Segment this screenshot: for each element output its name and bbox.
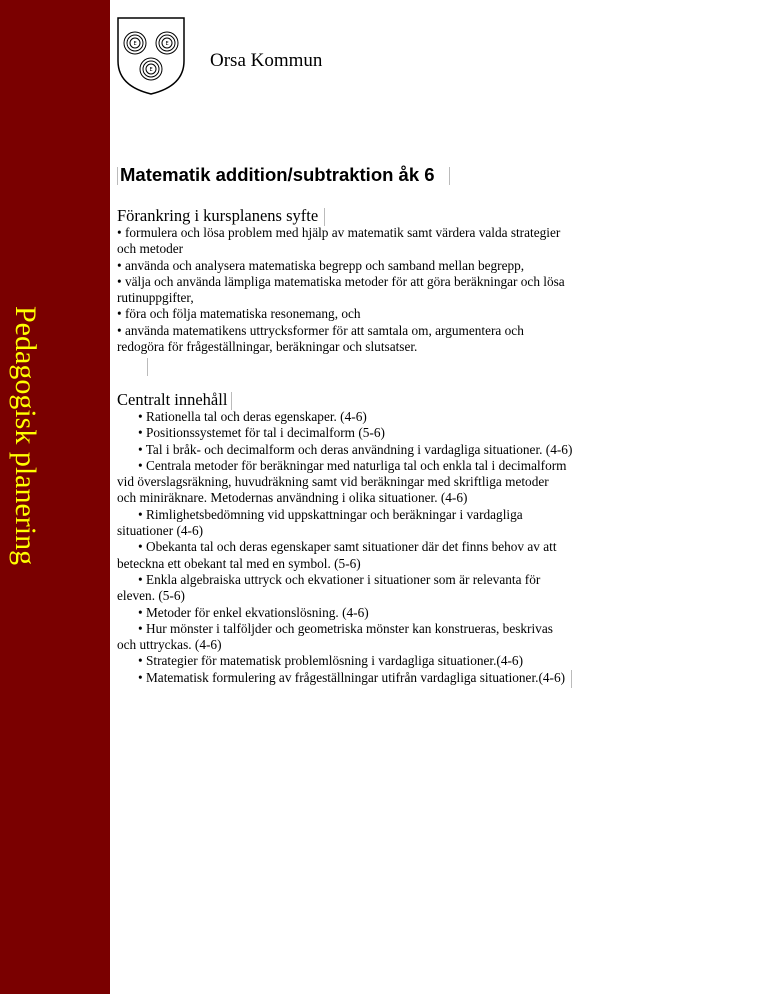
content-line: situationer (4-6) <box>117 523 204 539</box>
svg-text:E: E <box>149 67 153 73</box>
content-line: • Centrala metoder för beräkningar med naturliga tal och enkla tal i decimalform <box>138 457 567 473</box>
content-line: • Obekanta tal och deras egenskaper samt situationer där det finns behov av att <box>138 539 557 555</box>
sidebar-label: Pedagogisk planering <box>9 306 42 566</box>
content-line: • Tal i bråk- och decimalform och deras användning i vardagliga situationer. (4-6) <box>138 441 573 457</box>
content-line: eleven. (5-6) <box>117 588 185 604</box>
content-line: • Enkla algebraiska uttryck och ekvationer i situationer som är relevanta för <box>138 571 541 587</box>
content-line: beteckna ett obekant tal med en symbol. (5-6) <box>117 555 361 571</box>
content-line: • Rationella tal och deras egenskaper. (4-6) <box>138 409 367 424</box>
purpose-line: rutinuppgifter, <box>117 290 194 306</box>
purpose-line: och metoder <box>117 241 184 257</box>
document-title <box>117 164 450 186</box>
content-line: • Metoder för enkel ekvationslösning. (4-6) <box>138 604 369 620</box>
format-mark <box>231 392 232 410</box>
content-line: • Strategier för matematisk problemlösning i vardagliga situationer.(4-6) <box>138 653 523 669</box>
content-heading <box>117 390 232 410</box>
format-mark <box>147 358 148 376</box>
document-title-text: Matematik addition/subtraktion åk 6 <box>120 164 435 185</box>
format-mark <box>324 208 325 226</box>
content-line: och uttryckas. (4-6) <box>117 637 222 653</box>
svg-text:E: E <box>133 41 137 47</box>
content-line: • Rimlighetsbedömning vid uppskattningar och beräkningar i vardagliga <box>138 506 523 522</box>
purpose-line: • använda och analysera matematiska begrepp och samband mellan begrepp, <box>117 257 525 273</box>
purpose-line: • välja och använda lämpliga matematiska metoder för att göra beräkningar och lösa <box>117 273 565 289</box>
format-mark <box>571 670 572 688</box>
content-line: • Positionssystemet för tal i decimalform (5-6) <box>138 425 385 441</box>
content-line <box>138 670 668 688</box>
purpose-heading-text: Förankring i kursplanens syfte <box>117 206 319 225</box>
content-line: • Hur mönster i talföljder och geometriska mönster kan konstrueras, beskrivas <box>138 620 553 636</box>
content-list <box>117 409 668 688</box>
organization-name: Orsa Kommun <box>210 50 323 71</box>
content-line-text: • Matematisk formulering av frågeställningar utifrån vardagliga situationer.(4-6) <box>138 669 566 685</box>
svg-text:E: E <box>165 41 169 47</box>
purpose-list <box>117 225 657 355</box>
format-mark <box>449 167 450 185</box>
purpose-line: redogöra för frågeställningar, beräkningar och slutsatser. <box>117 339 418 355</box>
format-mark <box>117 167 118 185</box>
purpose-line: • använda matematikens uttrycksformer för att samtala om, argumentera och <box>117 322 524 338</box>
coat-of-arms-logo <box>116 16 186 96</box>
purpose-line: • formulera och lösa problem med hjälp av matematik samt värdera valda strategier <box>117 225 561 240</box>
purpose-line: • föra och följa matematiska resonemang, och <box>117 306 361 322</box>
content-line: och miniräknare. Metodernas användning i olika situationer. (4-6) <box>117 490 468 506</box>
content-line: vid överslagsräkning, huvudräkning samt vid beräkningar med skriftliga metoder <box>117 474 549 490</box>
purpose-heading <box>117 206 325 226</box>
format-mark-line <box>147 358 148 376</box>
content-heading-text: Centralt innehåll <box>117 390 228 409</box>
